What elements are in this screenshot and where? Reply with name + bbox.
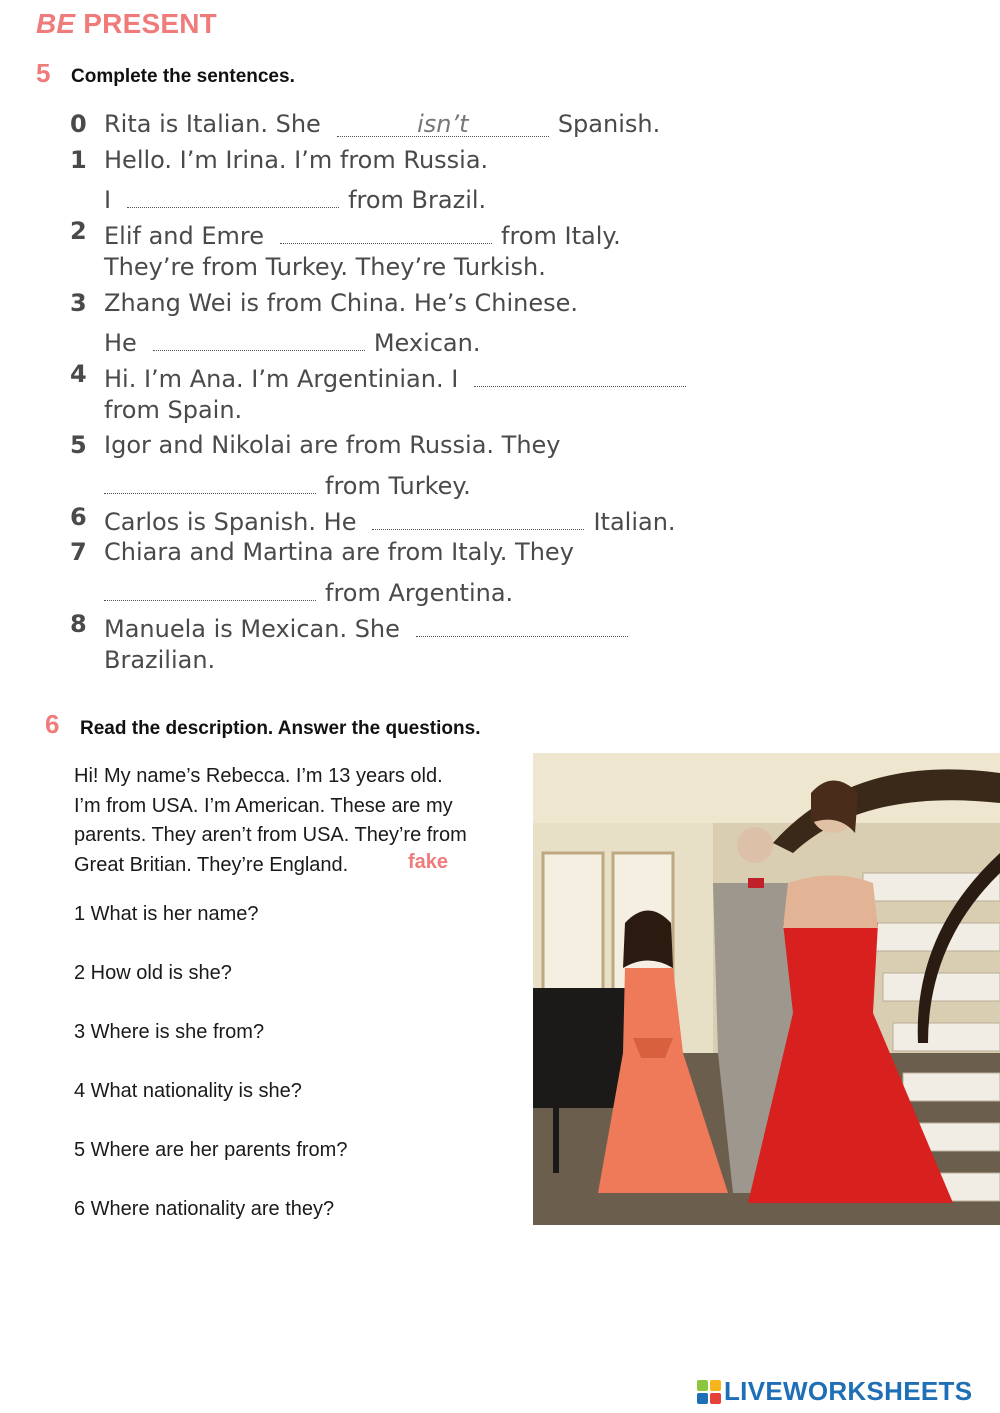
question-1: 1 What is her name? bbox=[74, 903, 259, 925]
description-line: Hi! My name’s Rebecca. I’m 13 years old. bbox=[74, 765, 443, 787]
sentence-before: Rita is Italian. She bbox=[104, 110, 321, 138]
page-title bbox=[36, 8, 217, 40]
answer-blank[interactable] bbox=[280, 213, 492, 244]
answer-blank[interactable] bbox=[127, 177, 339, 208]
line-text bbox=[104, 534, 574, 570]
line-text bbox=[104, 106, 660, 142]
sentence-after: from Argentina. bbox=[325, 579, 514, 608]
answer-blank[interactable] bbox=[104, 570, 316, 601]
item-number: 6 bbox=[70, 502, 87, 531]
line-text bbox=[104, 249, 546, 285]
footer-brand: LIVEWORKSHEETS bbox=[724, 1376, 973, 1406]
line-text bbox=[104, 392, 242, 428]
item-number: 7 bbox=[70, 538, 87, 567]
sentence-before: Elif and Emre bbox=[104, 222, 265, 251]
sentence-after: Mexican. bbox=[373, 329, 481, 358]
exercise-5-instruction: Complete the sentences. bbox=[71, 66, 295, 87]
sentence-before: He bbox=[104, 329, 137, 358]
question-3: 3 Where is she from? bbox=[74, 1021, 265, 1043]
item-number: 5 bbox=[70, 431, 87, 460]
question-5: 5 Where are her parents from? bbox=[74, 1139, 348, 1161]
answer-blank[interactable] bbox=[372, 499, 584, 530]
question-2: 2 How old is she? bbox=[74, 962, 232, 984]
answer-blank[interactable]: isn’t bbox=[337, 106, 549, 137]
sentence-before: Carlos is Spanish. He bbox=[104, 507, 357, 536]
sentence-text: Igor and Nikolai are from Russia. They bbox=[104, 431, 561, 460]
title-rest: PRESENT bbox=[75, 8, 217, 39]
description-line: Great Britian. They’re England. bbox=[74, 853, 349, 876]
sentence-text: from Spain. bbox=[104, 395, 243, 424]
answer-blank[interactable] bbox=[153, 320, 365, 351]
description-line: parents. They aren’t from USA. They’re from bbox=[74, 824, 467, 846]
item-number: 1 bbox=[70, 145, 87, 174]
sentence-after: from Italy. bbox=[501, 222, 621, 251]
sentence-after: from Brazil. bbox=[348, 186, 487, 215]
sentence-before: Hi. I’m Ana. I’m Argentinian. I bbox=[104, 364, 459, 393]
sentence-after: Italian. bbox=[593, 507, 676, 536]
exercise-5-number: 5 bbox=[36, 58, 51, 88]
answer-blank[interactable] bbox=[474, 356, 686, 387]
item-number: 8 bbox=[70, 609, 87, 638]
item-number: 0 bbox=[70, 110, 87, 138]
line-text bbox=[104, 285, 578, 321]
sentence-before: I bbox=[104, 186, 112, 215]
answer-blank[interactable] bbox=[416, 606, 628, 637]
footer-logo[interactable] bbox=[697, 1376, 972, 1407]
fake-stamp: fake bbox=[408, 851, 449, 873]
title-italic: BE bbox=[36, 8, 76, 39]
exercise-6-instruction: Read the description. Answer the questions. bbox=[80, 718, 481, 739]
line-text bbox=[104, 142, 488, 178]
description-line: I’m from USA. I’m American. These are my bbox=[74, 794, 453, 817]
line-text bbox=[104, 642, 215, 678]
sentence-text: Hello. I’m Irina. I’m from Russia. bbox=[104, 145, 489, 174]
item-number: 2 bbox=[70, 217, 87, 246]
line-text bbox=[104, 427, 561, 463]
question-6: 6 Where nationality are they? bbox=[74, 1198, 335, 1220]
sentence-before: Manuela is Mexican. She bbox=[104, 614, 400, 643]
sentence-after: Spanish. bbox=[557, 110, 661, 138]
sentence-text: Brazilian. bbox=[104, 645, 216, 674]
sentence-text: They’re from Turkey. They’re Turkish. bbox=[104, 252, 546, 281]
sentence-text: Zhang Wei is from China. He’s Chinese. bbox=[104, 288, 578, 317]
answer-blank[interactable] bbox=[104, 463, 316, 494]
item-number: 3 bbox=[70, 288, 87, 317]
family-photo bbox=[533, 753, 1000, 1225]
question-4: 4 What nationality is she? bbox=[74, 1080, 302, 1102]
exercise-6-number: 6 bbox=[45, 709, 60, 739]
sentence-after: from Turkey. bbox=[325, 472, 471, 500]
sentence-text: Chiara and Martina are from Italy. They bbox=[104, 538, 574, 567]
liveworksheets-icon bbox=[697, 1380, 721, 1404]
item-number: 4 bbox=[70, 359, 87, 388]
